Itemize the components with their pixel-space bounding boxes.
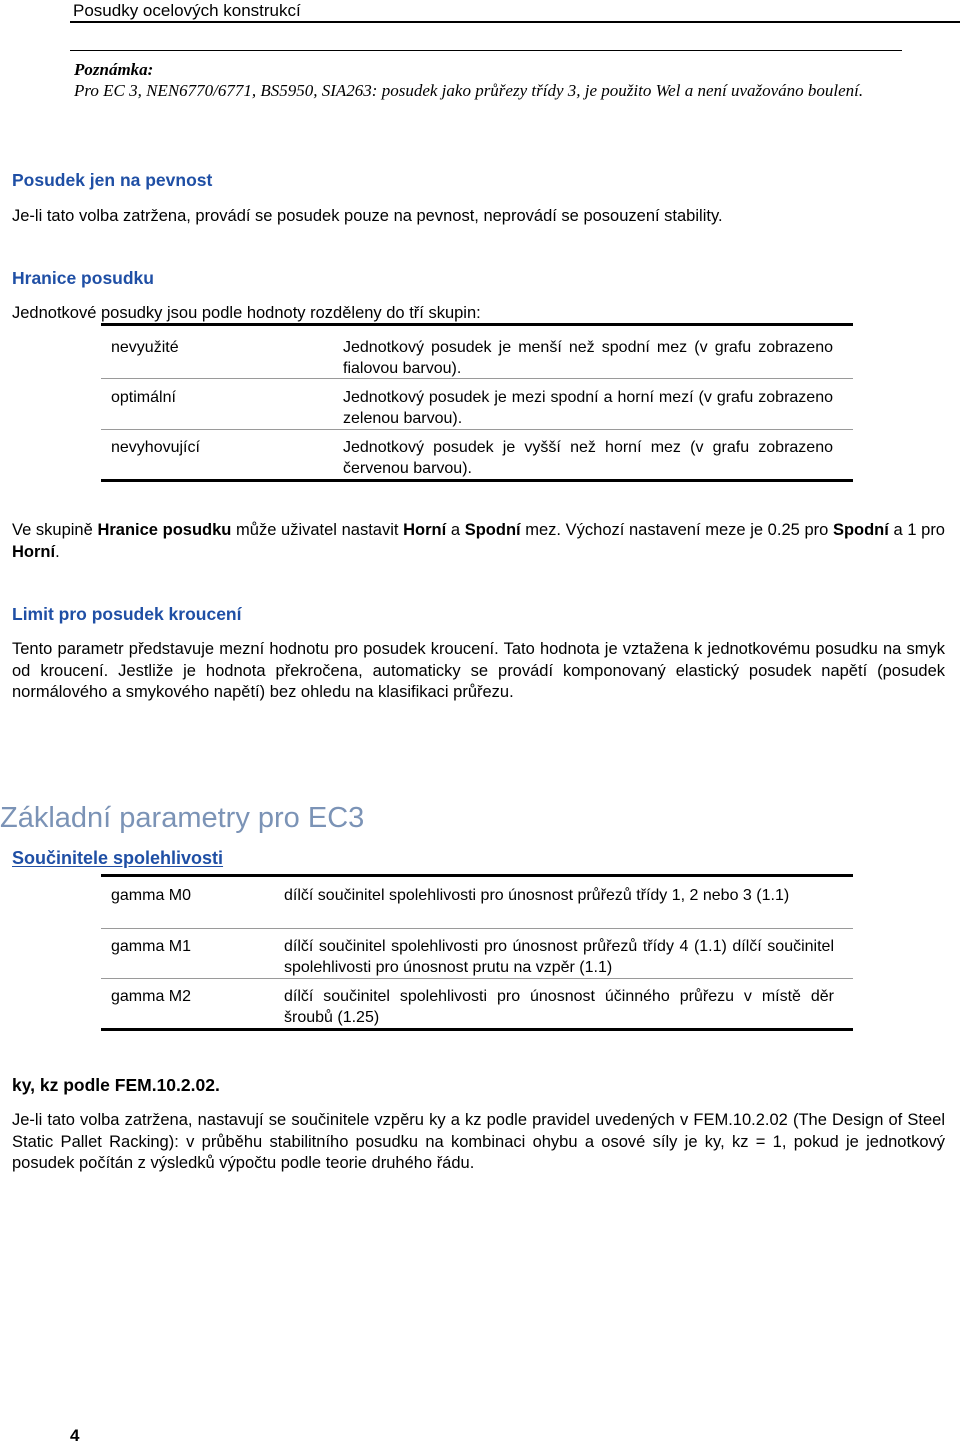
heading-torsion-limit: Limit pro posudek kroucení (12, 604, 242, 624)
limits-row-label: optimální (111, 389, 176, 406)
heading-strength-only: Posudek jen na pevnost (12, 170, 213, 190)
safety-table-separator (101, 928, 853, 929)
limits-row-desc: Jednotkový posudek je menší než spodní mez (v grafu zobrazeno fialovou barvou). (343, 339, 833, 377)
heading-check-limits: Hranice posudku (12, 268, 154, 288)
note-block (74, 60, 874, 101)
running-header: Posudky ocelových konstrukcí (73, 1, 301, 20)
limits-row-label: nevyužité (111, 339, 179, 356)
safety-row-desc: dílčí součinitel spolehlivosti pro únosnost průřezů třídy 1, 2 nebo 3 (1.1) (284, 887, 790, 904)
safety-row-label: gamma M1 (111, 938, 192, 955)
limits-table-top-rule (101, 323, 853, 326)
safety-row-label: gamma M0 (111, 887, 192, 904)
safety-table-top-rule (101, 874, 853, 877)
strength-only-text: Je-li tato volba zatržena, provádí se posudek pouze na pevnost, neprovádí se posouzení stability. (12, 207, 723, 225)
safety-row-desc: dílčí součinitel spolehlivosti pro únosnost průřezů třídy 4 (1.1) dílčí součinitel spolehlivosti pro únosnost prutu na vzpěr (1.1) (284, 938, 834, 976)
safety-row-desc: dílčí součinitel spolehlivosti pro únosnost účinného průřezu v místě děr šroubů (1.25) (284, 988, 834, 1026)
chapter-title: Základní parametry pro EC3 (0, 802, 365, 834)
limits-row-label: nevyhovující (111, 439, 200, 456)
limits-table-separator (101, 429, 853, 430)
heading-safety-factors: Součinitele spolehlivosti (12, 848, 224, 868)
safety-table-bottom-rule (101, 1028, 853, 1031)
limits-settings-text: Ve skupině Hranice posudku může uživatel nastavit Horní a Spodní mez. Výchozí nastavení meze je 0.25 pro Spodní a 1 pro Horní. (12, 521, 945, 561)
safety-table-separator (101, 978, 853, 979)
note-rule (70, 50, 902, 51)
heading-fem: ky, kz podle FEM.10.2.02. (12, 1075, 220, 1095)
limits-row-desc: Jednotkový posudek je vyšší než horní mez (v grafu zobrazeno červenou barvou). (343, 439, 833, 477)
limits-table-separator (101, 378, 853, 379)
limits-table-bottom-rule (101, 479, 853, 482)
limits-row-desc: Jednotkový posudek je mezi spodní a horní mezí (v grafu zobrazeno zelenou barvou). (343, 389, 833, 427)
note-text: Pro EC 3, NEN6770/6771, BS5950, SIA263: posudek jako průřezy třídy 3, je použito Wel a není uvažováno boulení. (74, 80, 864, 100)
header-rule (70, 21, 960, 23)
fem-text: Je-li tato volba zatržena, nastavují se součinitele vzpěru ky a kz podle pravidel uvedených v FEM.10.2.02 (The Design of Steel Static Pallet Racking): v průběhu stabilitního posudku na kombinaci ohybu a osové síly je ky, kz = 1, pokud je jednotkový posudek počítán z výsledků výpočtu podle teorie druhého řádu. (12, 1111, 945, 1172)
torsion-limit-text: Tento parametr představuje mezní hodnotu pro posudek kroucení. Tato hodnota je vztažena k jednotkovému posudku na smyk od kroucení. Jestliže je hodnota překročena, automaticky se provádí komponovaný elastický posudek napětí (posudek normálového a smykového napětí) bez ohledu na klasifikaci průřezu. (12, 640, 945, 701)
check-limits-intro: Jednotkové posudky jsou podle hodnoty rozděleny do tří skupin: (12, 304, 481, 322)
page-number: 4 (70, 1426, 80, 1445)
note-title: Poznámka: (74, 60, 154, 79)
safety-row-label: gamma M2 (111, 988, 192, 1005)
